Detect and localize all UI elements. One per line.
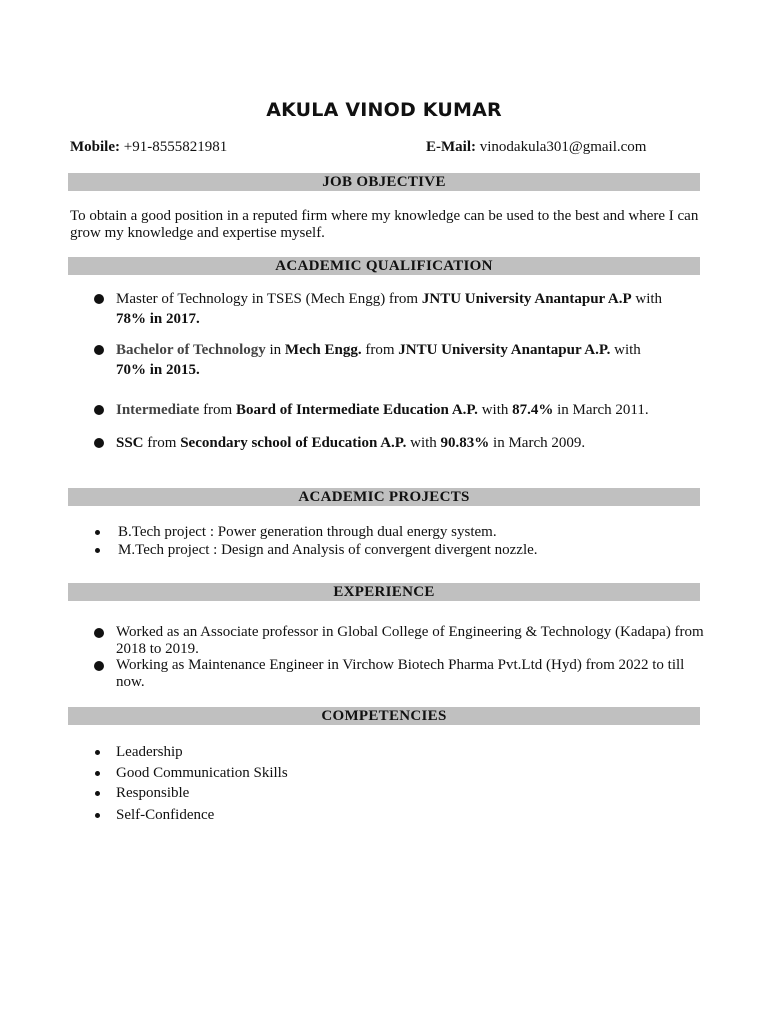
qualification-mtech [94, 289, 704, 331]
mobile-label: Mobile: [70, 139, 120, 155]
section-heading-academic-projects: ACADEMIC PROJECTS [68, 488, 700, 506]
bullet-icon [95, 530, 100, 535]
qualification-text: Bachelor of Technology in Mech Engg. from JNTU University Anantapur A.P. with 70% in 2015. [116, 342, 641, 378]
bullet-icon [94, 628, 104, 638]
qualification-btech [94, 340, 704, 382]
email-label: E-Mail: [426, 139, 476, 155]
mobile-value: +91-8555821981 [123, 139, 228, 155]
qualification-ssc [94, 433, 704, 453]
experience-item: Working as Maintenance Engineer in Virchow Biotech Pharma Pvt.Ltd (Hyd) from 2022 to till now. [94, 657, 704, 691]
email-contact [426, 139, 646, 156]
section-heading-job-objective: JOB OBJECTIVE [68, 173, 700, 191]
candidate-name: AKULA VINOD KUMAR [266, 99, 502, 121]
bullet-icon [94, 438, 104, 448]
bullet-icon [95, 813, 100, 818]
resume-page: AKULA VINOD KUMAR Mobile: +91-8555821981 E-Mail: vinodakula301@gmail.com JOB OBJECTIVE To obtain a good position in a reputed firm where my knowledge can be used to the best and where I can grow my knowledge and expertise myself. ACADEMIC QUALIFICATION Master of Technology in TSES (Mech Engg) from JNTU University Anantapur A.P with 78% in 2017. Bachelor of Technology in Mech Engg. from JNTU University Anantapur A.P. with 70% in 2015. Intermediate from Board of Intermediate Education A.P. with 87.4% in March 2011. SSC from Secondary school of Education A.P. with 90.83% in March 2009. ACADEMIC PROJECTS B.Tech project : Power generation through dual energy system. M.Tech project : Design and Analysis of convergent divergent nozzle. EXPERIENCE Worked as an Associate professor in Global College of Engineering & Technology (Kadapa) from 2018 to 2019. Working as Maintenance Engineer in Virchow Biotech Pharma Pvt.Ltd (Hyd) from 2022 to till now. COMPETENCIES Leadership Good Communication Skills Responsible Self-Confidence [0, 0, 768, 1024]
qualification-intermediate [94, 400, 704, 420]
bullet-icon [94, 405, 104, 415]
email-value: vinodakula301@gmail.com [479, 139, 647, 155]
qualification-text: SSC from Secondary school of Education A.P. with 90.83% in March 2009. [116, 435, 586, 451]
qualification-text: Intermediate from Board of Intermediate Education A.P. with 87.4% in March 2011. [116, 402, 649, 418]
mobile-contact [70, 139, 227, 156]
bullet-icon [95, 750, 100, 755]
bullet-icon [94, 294, 104, 304]
bullet-icon [95, 791, 100, 796]
section-heading-competencies: COMPETENCIES [68, 707, 700, 725]
bullet-icon [94, 345, 104, 355]
bullet-icon [95, 771, 100, 776]
qualification-text: Master of Technology in TSES (Mech Engg) from JNTU University Anantapur A.P with 78% in 2017. [116, 291, 663, 327]
section-heading-academic-qualification: ACADEMIC QUALIFICATION [68, 257, 700, 275]
section-heading-experience: EXPERIENCE [68, 583, 700, 601]
bullet-icon [95, 548, 100, 553]
objective-text: To obtain a good position in a reputed firm where my knowledge can be used to the best and where I can grow my knowledge and expertise myself. [70, 208, 699, 241]
experience-item: Worked as an Associate professor in Global College of Engineering & Technology (Kadapa) from 2018 to 2019. [94, 624, 704, 658]
bullet-icon [94, 661, 104, 671]
